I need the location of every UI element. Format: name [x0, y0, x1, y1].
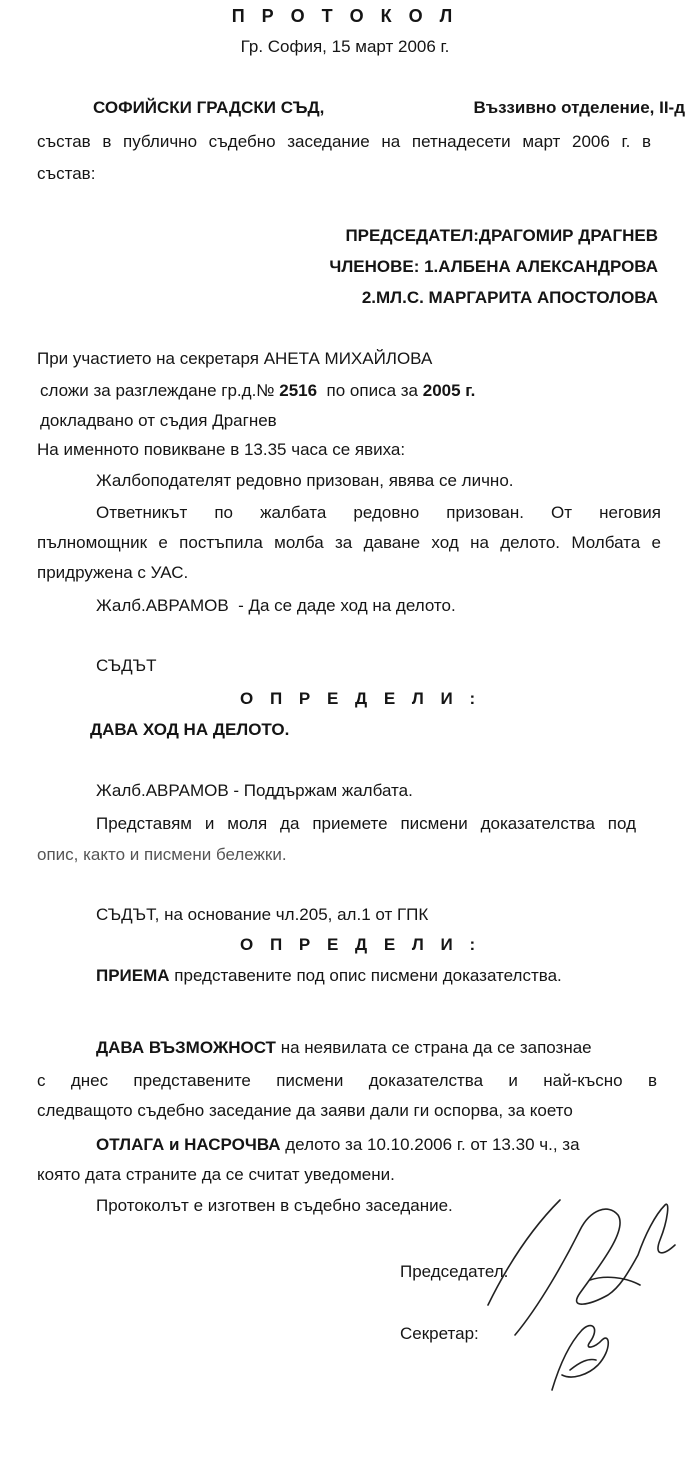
ruling-1-heading: О П Р Е Д Е Л И : — [240, 689, 482, 708]
intro-line-1 — [93, 97, 685, 119]
hearing-statement-2b: опис, както и писмени бележки. — [37, 845, 287, 864]
secretary-signature — [540, 1310, 620, 1400]
grant-line-2: с днес представените писмени доказателства и най-късно в — [37, 1071, 657, 1090]
accept-text: представените под опис писмени доказателства. — [174, 966, 562, 985]
ruling-2-heading: О П Р Е Д Е Л И : — [240, 935, 482, 954]
adjourn-line-1 — [96, 1134, 580, 1156]
appearance-3: Жалб.АВРАМОВ - Да се даде ход на делото. — [96, 596, 456, 615]
panel-members: ЧЛЕНОВЕ: 1.АЛБЕНА АЛЕКСАНДРОВА — [329, 257, 658, 276]
ruling-2-accept — [96, 965, 562, 987]
accept-keyword: ПРИЕМА — [96, 966, 170, 985]
secretary-signature-label: Секретар: — [400, 1324, 479, 1343]
panel-chair: ПРЕДСЕДАТЕЛ:ДРАГОМИР ДРАГНЕВ — [345, 226, 658, 245]
case-prefix: сложи за разглеждане гр.д.№ — [40, 381, 275, 400]
secretary-line: При участието на секретаря АНЕТА МИХАЙЛОВА — [37, 349, 433, 368]
appearance-2b: пълномощник е постъпила молба за даване ход на делото. Молбата е — [37, 533, 661, 552]
place-date: Гр. София, 15 март 2006 г. — [240, 37, 450, 56]
appearance-1: Жалбоподателят редовно призован, явява се лично. — [96, 471, 514, 490]
court-name: СОФИЙСКИ ГРАДСКИ СЪД, — [93, 98, 325, 117]
closing-line: Протоколът е изготвен в съдебно заседание. — [96, 1196, 453, 1215]
grant-text: на неявилата се страна да се запознае — [280, 1038, 592, 1057]
case-year: 2005 г. — [422, 381, 476, 400]
case-line — [40, 380, 475, 402]
grant-line-3: следващото съдебно заседание да заяви дали ги оспорва, за което — [37, 1101, 573, 1120]
ruling-1-court: СЪДЪТ — [96, 656, 157, 675]
ruling-2-basis: СЪДЪТ, на основание чл.205, ал.1 от ГПК — [96, 905, 429, 924]
hearing-statement-1: Жалб.АВРАМОВ - Поддържам жалбата. — [96, 781, 413, 800]
call-line: На именното повикване в 13.35 часа се явиха: — [37, 440, 406, 459]
grant-line-1 — [96, 1037, 592, 1059]
reported-by: докладвано от съдия Драгнев — [40, 411, 277, 430]
chair-signature-label: Председател. — [400, 1262, 509, 1281]
court-department: Въззивно отделение, II-д — [473, 98, 685, 117]
case-number: 2516 — [279, 381, 318, 400]
protocol-title: П Р О Т О К О Л — [231, 6, 459, 26]
appearance-2a: Ответникът по жалбата редовно призован. От неговия — [96, 503, 661, 522]
intro-line-3: състав: — [37, 164, 96, 183]
appearance-2c: придружена с УАС. — [37, 563, 189, 582]
panel-member-2: 2.МЛ.С. МАРГАРИТА АПОСТОЛОВА — [361, 288, 658, 307]
adjourn-keyword: ОТЛАГА и НАСРОЧВА — [96, 1135, 281, 1154]
grant-keyword: ДАВА ВЪЗМОЖНОСТ — [96, 1038, 276, 1057]
hearing-statement-2a: Представям и моля да приемете писмени доказателства под — [96, 814, 636, 833]
case-mid: по описа за — [326, 381, 419, 400]
ruling-1-decision: ДАВА ХОД НА ДЕЛОТО. — [90, 720, 290, 739]
adjourn-text: делото за 10.10.2006 г. от 13.30 ч., за — [285, 1135, 580, 1154]
intro-line-2: състав в публично съдебно заседание на петнадесети март 2006 г. в — [37, 132, 651, 151]
adjourn-line-2: която дата страните да се считат уведомени. — [37, 1165, 395, 1184]
